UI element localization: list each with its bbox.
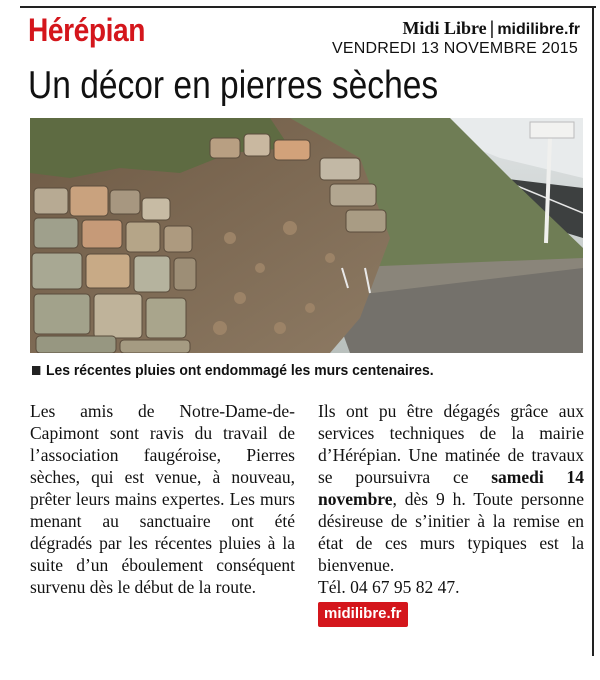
masthead-separator: | [489, 18, 495, 38]
column-1-text: Les amis de Notre-Dame-de-Capimont sont ravis du travail de l’association faugéroise, Pierres sèches, qui est venue, à nouveau, prêter leurs mains expertes. Les murs menant au sanctuaire ont été dégradés par les récentes pluies à la suite d’un éboulement conséquent survenu dès le début de la route. [30, 401, 295, 597]
newspaper-name: Midi Libre [402, 18, 487, 38]
location-title: Hérépian [28, 12, 145, 48]
article-headline: Un décor en pierres sèches [28, 64, 439, 107]
masthead [402, 18, 580, 39]
article-column-1 [30, 400, 295, 598]
caption-text: Les récentes pluies ont endommagé les murs centenaires. [45, 362, 434, 379]
top-rule [20, 6, 596, 8]
phone-number: Tél. 04 67 95 82 47. [318, 577, 460, 597]
right-rule [592, 6, 594, 656]
column-2-text-start: Ils ont pu être dégagés grâce aux services techniques de la mairie d’Hérépian. Une matinée de travaux se poursuivra ce [318, 401, 584, 487]
article-column-2 [318, 400, 584, 627]
event-date: samedi 14 novembre [318, 467, 584, 509]
newspaper-site: midilibre.fr [497, 21, 580, 38]
column-2-text-end: , dès 9 h. Toute personne désireuse de s’initier à la remise en état de ces murs typiques est la bienvenue. [318, 489, 584, 575]
stone-wall-photo-illustration [30, 118, 583, 353]
publication-date: VENDREDI 13 NOVEMBRE 2015 [332, 40, 578, 57]
midilibre-logo: midilibre.fr [318, 602, 408, 627]
article-photo [30, 118, 583, 353]
caption-square-icon [32, 366, 40, 375]
column-2-text [318, 400, 584, 576]
photo-caption [32, 362, 434, 379]
